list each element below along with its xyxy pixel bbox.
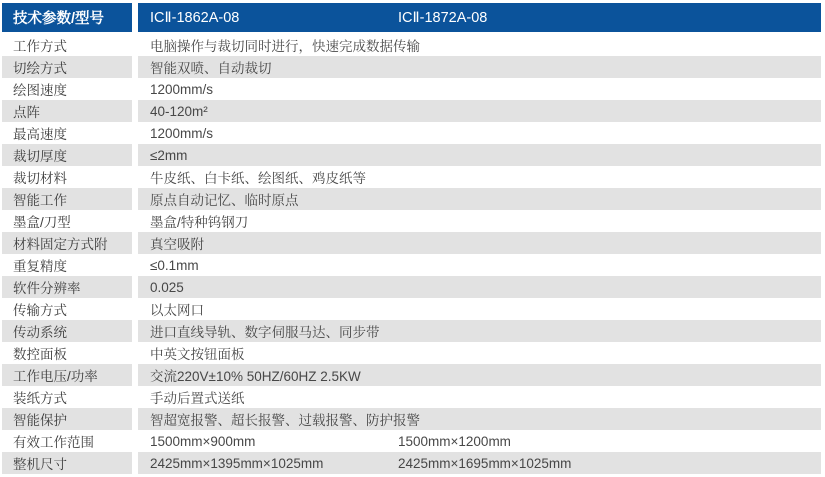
spec-values	[138, 364, 821, 386]
spec-label: 裁切材料	[13, 171, 67, 186]
header-model1: ICⅡ-1862A-08	[150, 9, 240, 26]
spec-table-header	[2, 3, 821, 32]
spec-value-model1: 智能双喷、自动裁切	[150, 61, 272, 76]
spec-values	[138, 210, 821, 232]
spec-label: 有效工作范围	[13, 435, 94, 450]
spec-value-model1: 1500mm×900mm	[150, 433, 256, 449]
table-row	[2, 100, 821, 122]
spec-label: 切绘方式	[2, 56, 132, 78]
table-row	[2, 210, 821, 232]
table-row	[2, 122, 821, 144]
spec-value-model1: ≤0.1mm	[150, 257, 199, 273]
spec-rows	[2, 34, 821, 474]
spec-label: 软件分辨率	[2, 276, 132, 298]
spec-value-model1: 40-120m²	[150, 103, 208, 119]
spec-values	[138, 430, 821, 452]
header-model2: ICⅡ-1872A-08	[398, 9, 488, 26]
spec-label: 墨盒/刀型	[13, 215, 71, 230]
spec-values	[138, 386, 821, 408]
table-row	[2, 254, 821, 276]
table-row	[2, 298, 821, 320]
spec-label: 智能工作	[2, 188, 132, 210]
spec-label: 绘图速度	[13, 83, 67, 98]
table-row	[2, 364, 821, 386]
spec-value-model1: 真空吸附	[150, 237, 204, 252]
spec-value-model1: 0.025	[150, 279, 184, 295]
spec-value-model1: 进口直线导轨、数字伺服马达、同步带	[150, 325, 380, 340]
spec-value-model1: 电脑操作与裁切同时进行，快速完成数据传输	[150, 39, 420, 54]
header-param-label: 技术参数/型号	[2, 3, 132, 32]
spec-label: 智能保护	[2, 408, 132, 430]
spec-label: 点阵	[2, 100, 132, 122]
spec-value-model2: 2425mm×1695mm×1025mm	[398, 455, 572, 471]
spec-value-model1: ≤2mm	[150, 147, 188, 163]
spec-label: 数控面板	[13, 347, 67, 362]
table-row	[2, 166, 821, 188]
spec-label: 传输方式	[13, 303, 67, 318]
spec-value-model1: 以太网口	[150, 303, 204, 318]
spec-value-model1: 牛皮纸、白卡纸、绘图纸、鸡皮纸等	[150, 171, 366, 186]
spec-values	[138, 166, 821, 188]
spec-values	[138, 144, 821, 166]
spec-values	[138, 100, 821, 122]
table-row	[2, 56, 821, 78]
spec-label: 装纸方式	[13, 391, 67, 406]
spec-values	[138, 298, 821, 320]
spec-label: 裁切厚度	[2, 144, 132, 166]
spec-values	[138, 452, 821, 474]
table-row	[2, 144, 821, 166]
spec-values	[138, 78, 821, 100]
spec-label: 工作电压/功率	[2, 364, 132, 386]
table-row	[2, 34, 821, 56]
spec-label: 材料固定方式附	[2, 232, 132, 254]
table-row	[2, 430, 821, 452]
spec-table	[2, 3, 821, 474]
table-row	[2, 276, 821, 298]
spec-value-model1: 原点自动记忆、临时原点	[150, 193, 299, 208]
spec-value-model1: 手动后置式送纸	[150, 391, 245, 406]
spec-value-model1: 中英文按钮面板	[150, 347, 245, 362]
header-models	[138, 3, 821, 32]
table-row	[2, 386, 821, 408]
spec-label: 传动系统	[2, 320, 132, 342]
spec-value-model2: 1500mm×1200mm	[398, 433, 511, 449]
spec-label: 整机尺寸	[2, 452, 132, 474]
spec-values	[138, 408, 821, 430]
table-row	[2, 78, 821, 100]
spec-value-model1: 墨盒/特种钨钢刀	[150, 215, 249, 230]
table-row	[2, 188, 821, 210]
spec-value-model1: 智超宽报警、超长报警、过载报警、防护报警	[150, 413, 420, 428]
table-row	[2, 232, 821, 254]
spec-values	[138, 188, 821, 210]
spec-values	[138, 276, 821, 298]
spec-values	[138, 342, 821, 364]
spec-value-model1: 1200mm/s	[150, 81, 214, 97]
spec-values	[138, 254, 821, 276]
spec-label: 最高速度	[13, 127, 67, 142]
spec-value-model1: 1200mm/s	[150, 125, 214, 141]
spec-value-model1: 2425mm×1395mm×1025mm	[150, 455, 324, 471]
spec-label: 重复精度	[13, 259, 67, 274]
table-row	[2, 452, 821, 474]
spec-values	[138, 320, 821, 342]
table-row	[2, 342, 821, 364]
spec-label: 工作方式	[13, 39, 67, 54]
spec-values	[138, 122, 821, 144]
spec-values	[138, 34, 821, 56]
spec-value-model1: 交流220V±10% 50HZ/60HZ 2.5KW	[150, 369, 361, 384]
spec-values	[138, 56, 821, 78]
table-row	[2, 320, 821, 342]
spec-values	[138, 232, 821, 254]
table-row	[2, 408, 821, 430]
